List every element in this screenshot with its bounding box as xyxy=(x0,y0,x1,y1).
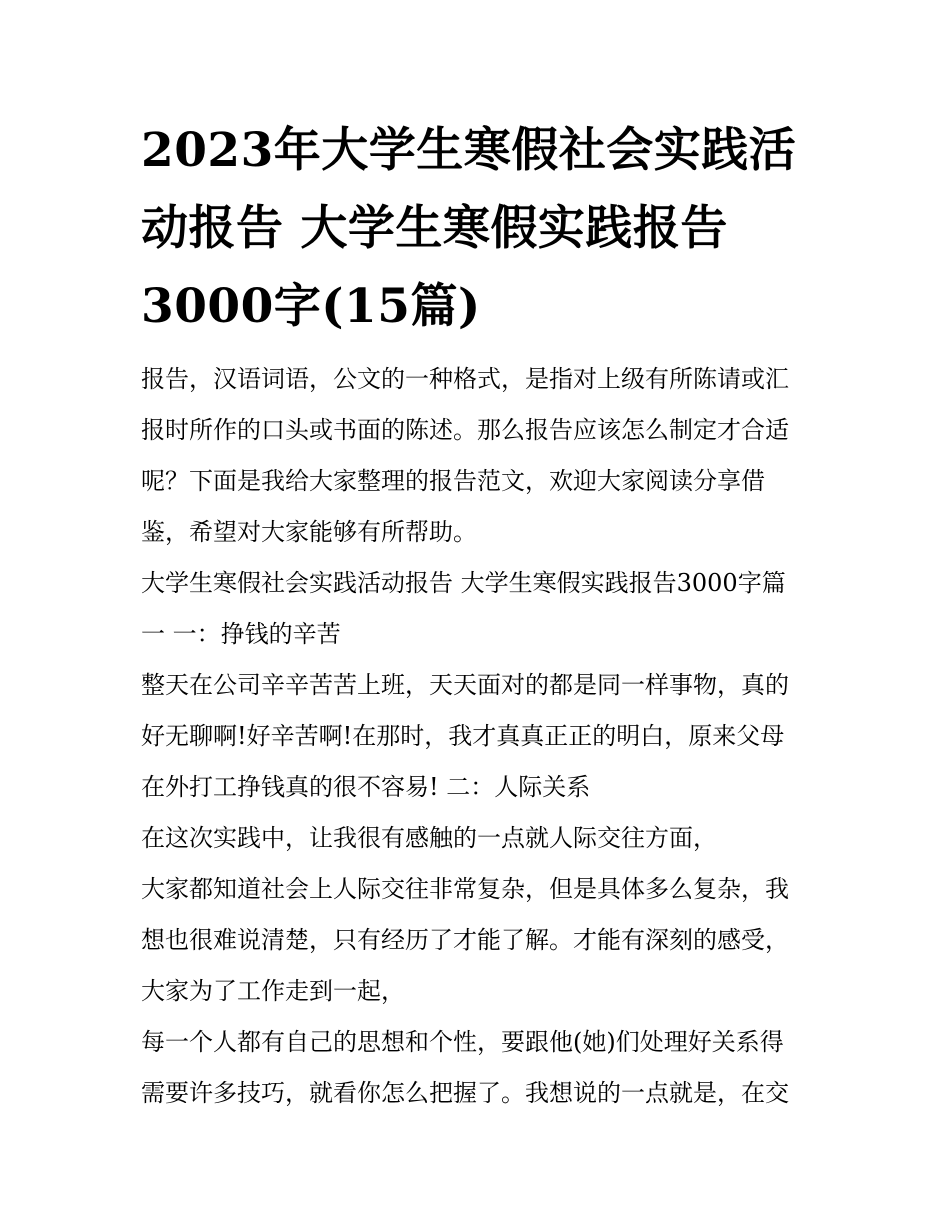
body-line: 鉴，希望对大家能够有所帮助。 xyxy=(141,518,477,546)
body-line: 大学生寒假社会实践活动报告 大学生寒假实践报告3000字篇 xyxy=(141,569,786,597)
body-line: 报告，汉语词语，公文的一种格式，是指对上级有所陈请或汇 xyxy=(141,365,789,393)
body-line: 大家为了工作走到一起， xyxy=(141,977,405,1005)
body-line: 每一个人都有自己的思想和个性，要跟他(她)们处理好关系得 xyxy=(141,1028,784,1056)
body-line: 呢？下面是我给大家整理的报告范文，欢迎大家阅读分享借 xyxy=(141,467,765,495)
document-body xyxy=(141,354,816,1119)
title-line: 3000字(15篇) xyxy=(141,279,481,334)
body-line: 大家都知道社会上人际交往非常复杂，但是具体多么复杂，我 xyxy=(141,875,789,903)
body-line: 好无聊啊!好辛苦啊!在那时，我才真真正正的明白，原来父母 xyxy=(141,722,785,750)
body-line: 一 一：挣钱的辛苦 xyxy=(141,620,341,648)
body-line: 在这次实践中，让我很有感触的一点就人际交往方面， xyxy=(141,824,717,852)
document-title xyxy=(141,112,816,346)
body-line: 想也很难说清楚，只有经历了才能了解。才能有深刻的感受， xyxy=(141,926,789,954)
title-line: 2023年大学生寒假社会实践活 xyxy=(141,123,797,178)
body-line: 需要许多技巧，就看你怎么把握了。我想说的一点就是，在交 xyxy=(141,1079,789,1107)
body-line: 整天在公司辛辛苦苦上班，天天面对的都是同一样事物，真的 xyxy=(141,671,789,699)
document-content xyxy=(141,112,816,1119)
title-line: 动报告 大学生寒假实践报告 xyxy=(141,201,728,256)
body-line: 报时所作的口头或书面的陈述。那么报告应该怎么制定才合适 xyxy=(141,416,789,444)
body-line: 在外打工挣钱真的很不容易! 二：人际关系 xyxy=(141,773,591,801)
